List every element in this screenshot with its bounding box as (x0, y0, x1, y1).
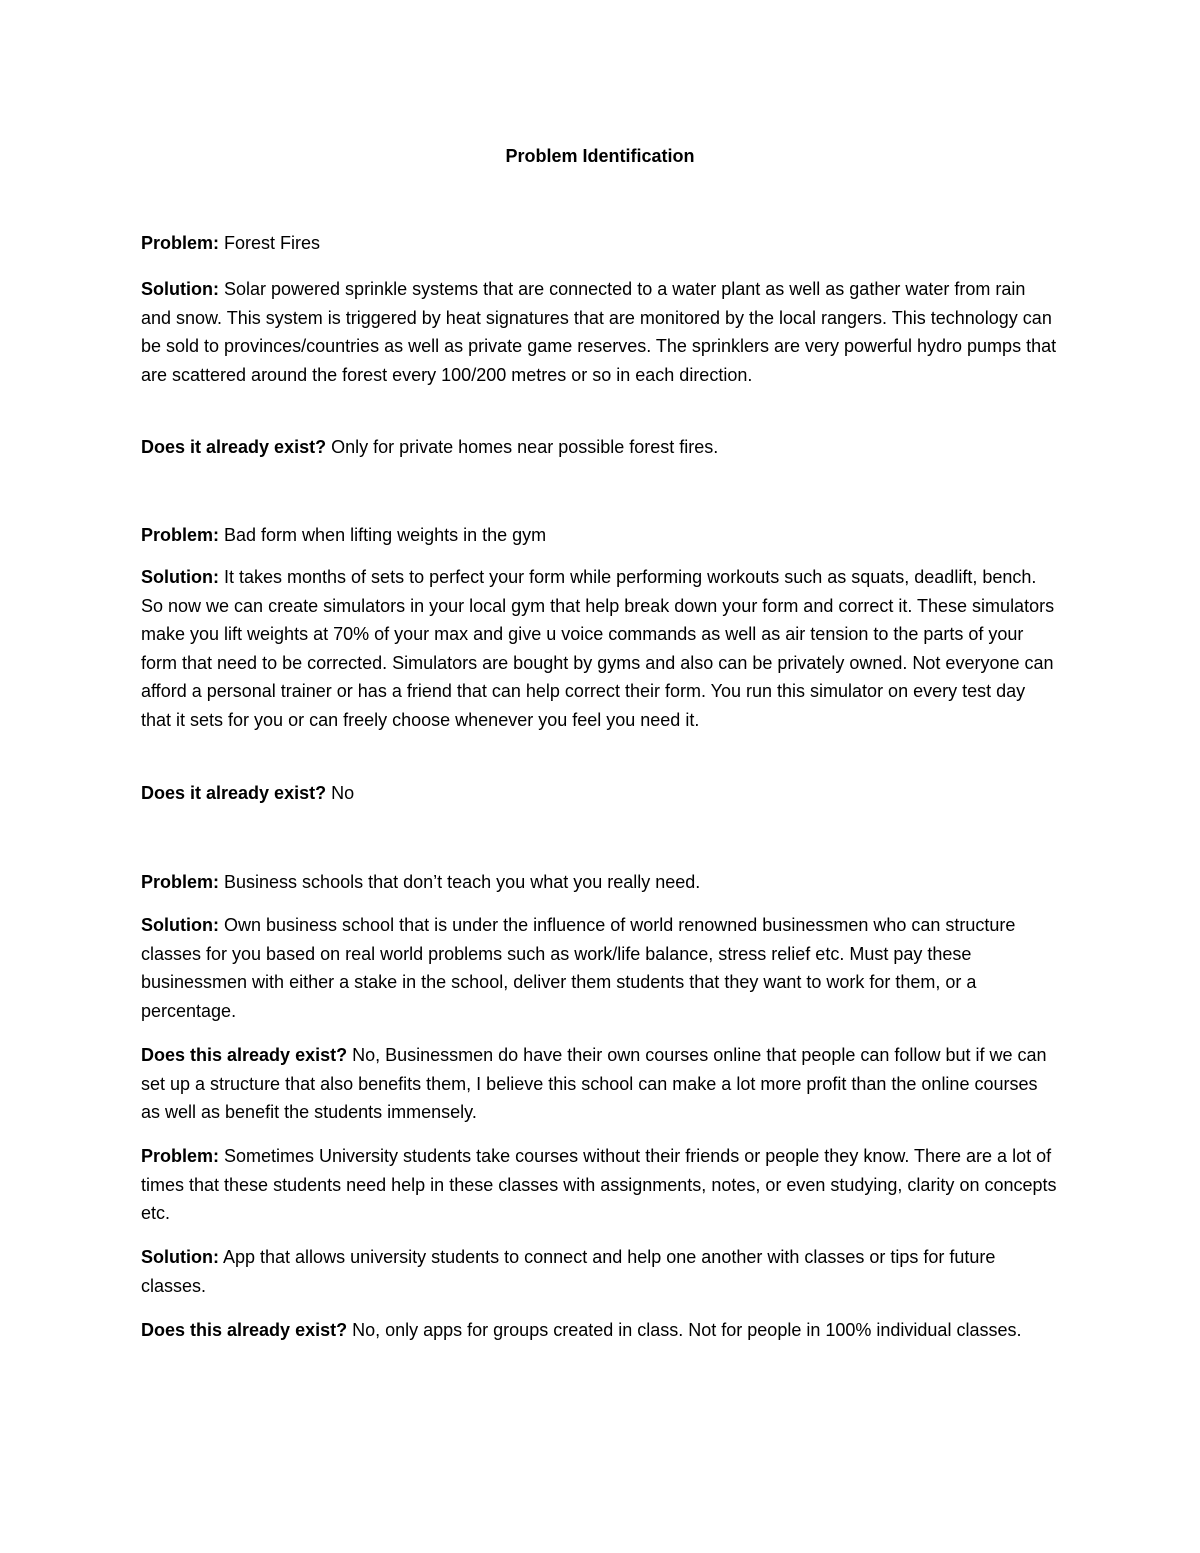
exists-text: No, Businessmen do have their own courses online that people can follow but if we can set up a structure that also benefits them, I believe this school can make a lot more profit than the online courses as well as benefit the students immensely. (141, 1045, 1047, 1123)
exists-paragraph (141, 1041, 1059, 1127)
exists-paragraph (141, 779, 1059, 808)
solution-text: App that allows university students to connect and help one another with classes or tips for future classes. (141, 1247, 996, 1296)
problem-label: Problem: (141, 1146, 220, 1166)
exists-label: Does this already exist? (141, 1045, 348, 1065)
page-title: Problem Identification (505, 146, 695, 166)
problem-text: Business schools that don’t teach you what you really need. (219, 872, 701, 892)
problem-paragraph (141, 521, 1059, 550)
problem-paragraph (141, 229, 1059, 258)
exists-text: No (326, 783, 355, 803)
exists-text: Only for private homes near possible forest fires. (326, 437, 719, 457)
exists-text: No, only apps for groups created in class. Not for people in 100% individual classes. (347, 1320, 1022, 1340)
solution-label: Solution: (141, 567, 219, 587)
exists-label: Does it already exist? (141, 783, 327, 803)
problem-paragraph (141, 1142, 1059, 1228)
problem-paragraph (141, 868, 1059, 897)
problem-label: Problem: (141, 233, 220, 253)
solution-paragraph (141, 911, 1059, 1025)
problem-label: Problem: (141, 525, 220, 545)
solution-paragraph (141, 275, 1059, 389)
problem-text: Forest Fires (219, 233, 321, 253)
solution-label: Solution: (141, 915, 219, 935)
solution-text: Solar powered sprinkle systems that are connected to a water plant as well as gather water from rain and snow. This system is triggered by heat signatures that are monitored by the local rangers. This technology can be sold to provinces/countries as well as private game reserves. The sprinklers are very powerful hydro pumps that are scattered around the forest every 100/200 metres or so in each direction. (141, 279, 1057, 385)
solution-text: It takes months of sets to perfect your form while performing workouts such as squats, deadlift, bench. So now we can create simulators in your local gym that help break down your form and correct it. These simulators make you lift weights at 70% of your max and give u voice commands as well as air tension to the parts of your form that need to be corrected. Simulators are bought by gyms and also can be privately owned. Not everyone can afford a personal trainer or has a friend that can help correct their form. You run this simulator on every test day that it sets for you or can freely choose whenever you feel you need it. (141, 567, 1055, 730)
problem-label: Problem: (141, 872, 220, 892)
exists-label: Does it already exist? (141, 437, 327, 457)
solution-paragraph (141, 1243, 1059, 1300)
problem-text: Bad form when lifting weights in the gym (219, 525, 547, 545)
exists-paragraph (141, 1316, 1059, 1345)
solution-text: Own business school that is under the influence of world renowned businessmen who can structure classes for you based on real world problems such as work/life balance, stress relief etc. Must pay these businessmen with either a stake in the school, deliver them students that they want to work for them, or a percentage. (141, 915, 1016, 1021)
exists-label: Does this already exist? (141, 1320, 348, 1340)
problem-text: Sometimes University students take courses without their friends or people they know. There are a lot of times that these students need help in these classes with assignments, notes, or even studying, clarity on concepts etc. (141, 1146, 1057, 1224)
solution-label: Solution: (141, 1247, 219, 1267)
solution-paragraph (141, 563, 1059, 735)
exists-paragraph (141, 433, 1059, 462)
solution-label: Solution: (141, 279, 219, 299)
